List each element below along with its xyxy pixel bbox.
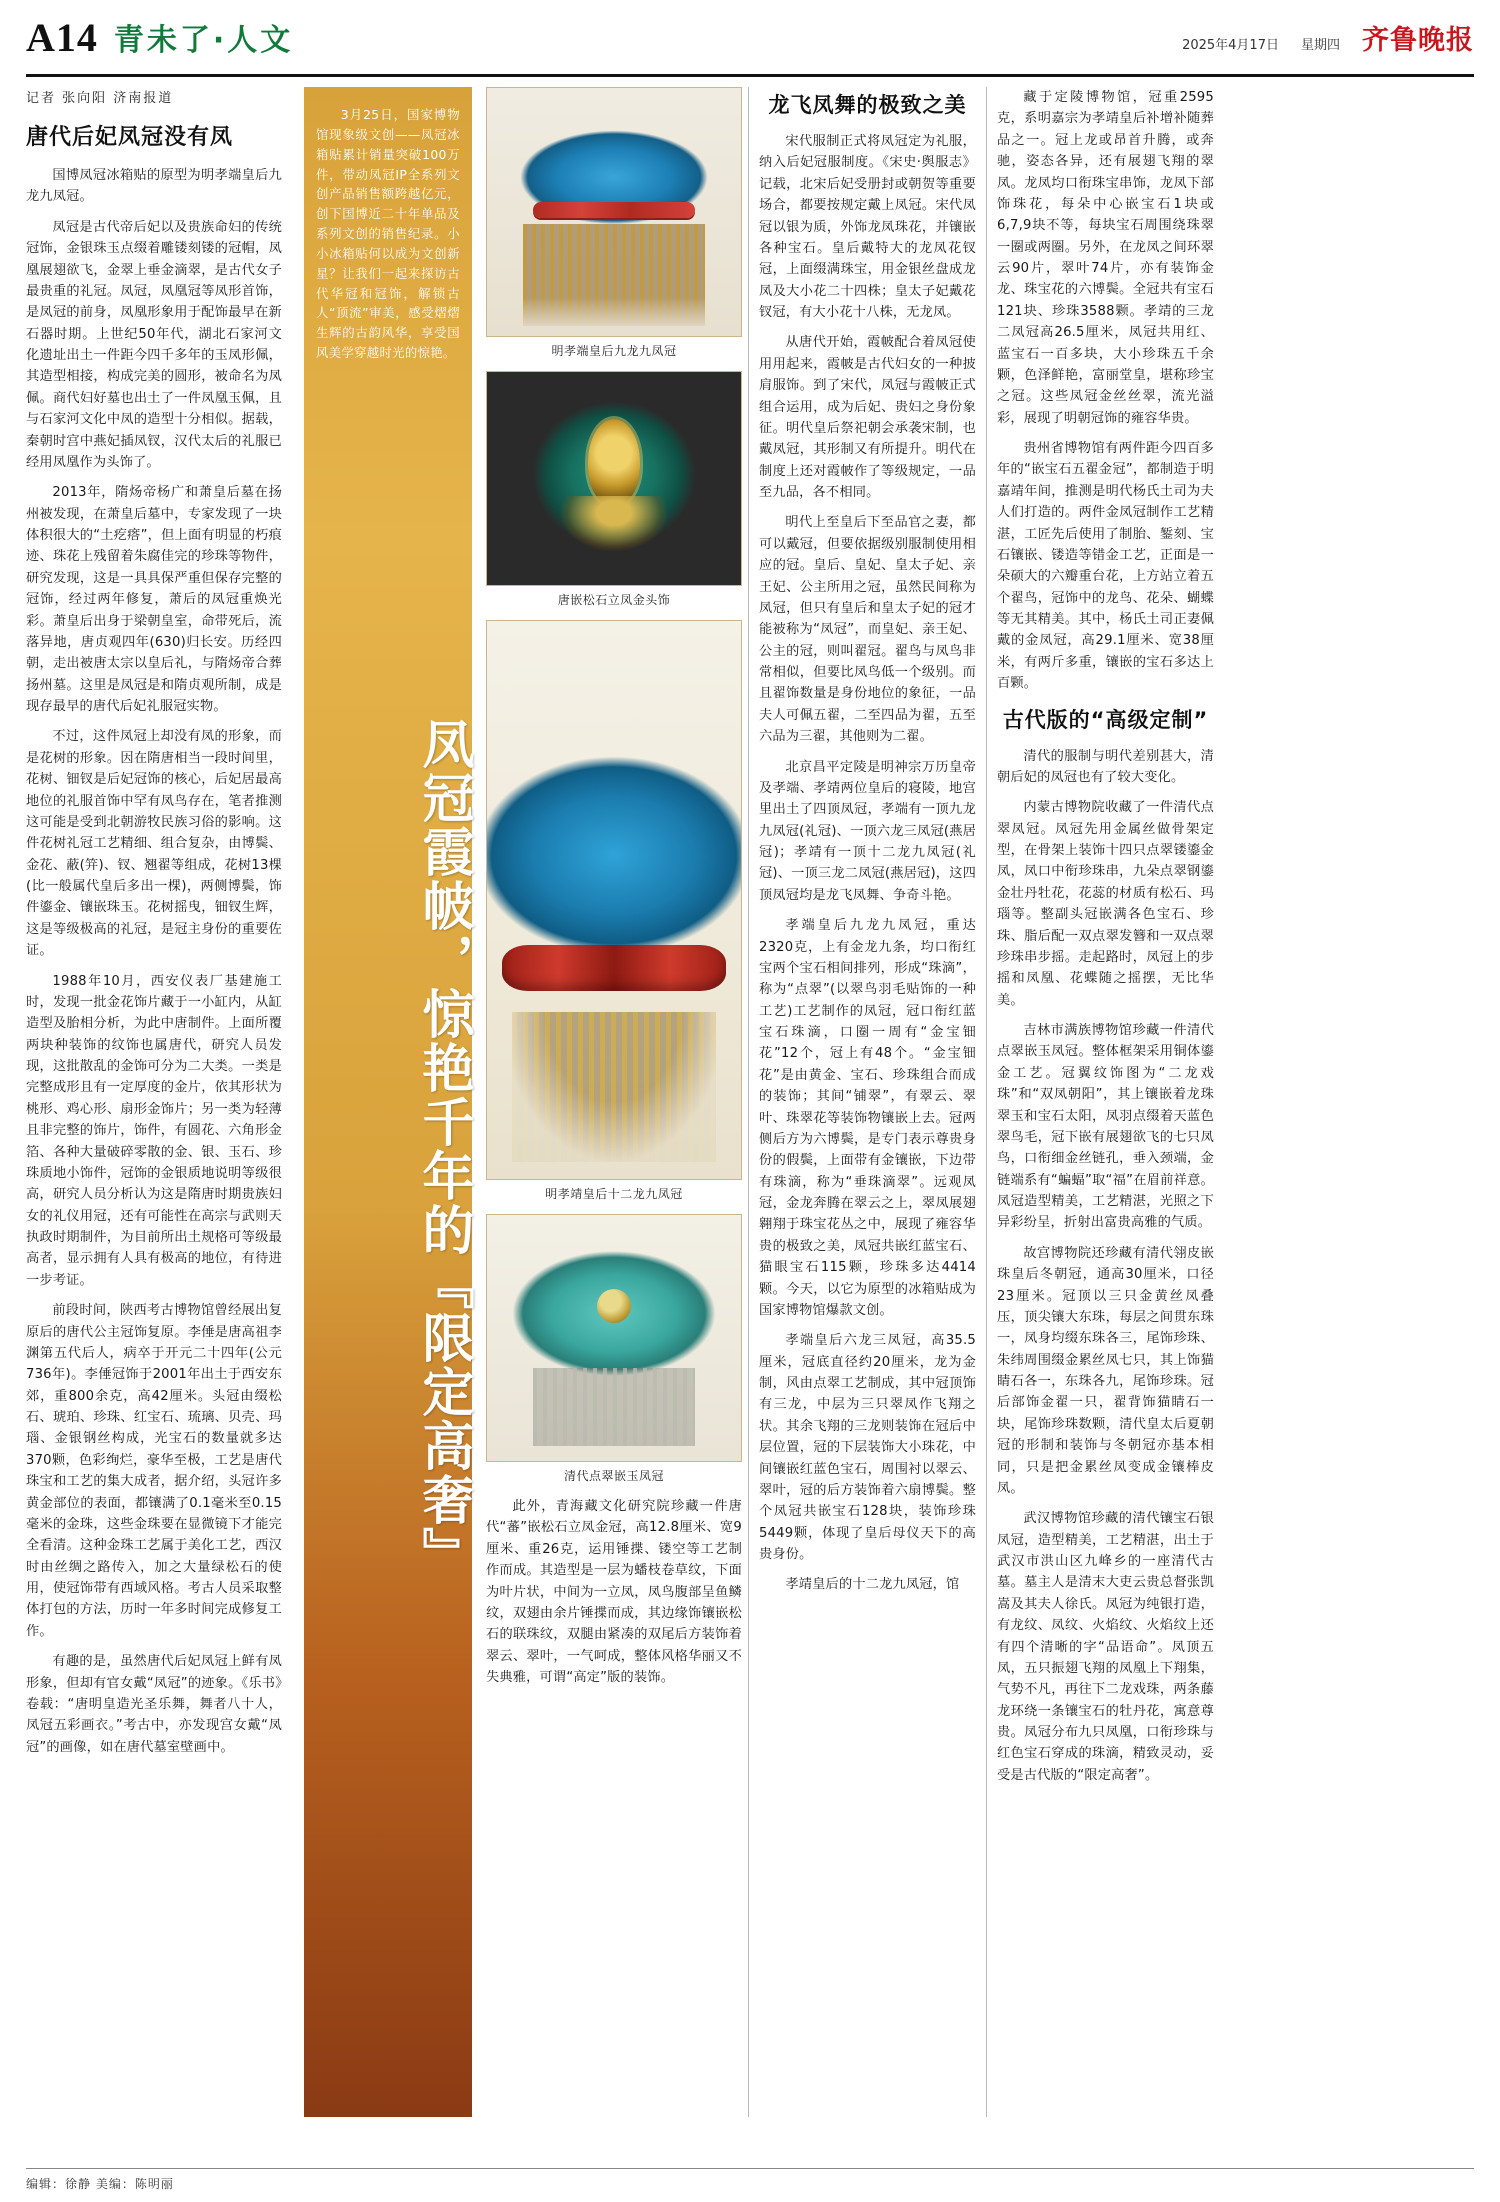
figure-xiaoduan-crown: [486, 87, 742, 361]
crown-photo-4: [486, 1214, 742, 1462]
paragraph: 清代的服制与明代差别甚大，清朝后妃的凤冠也有了较大变化。: [997, 748, 1214, 785]
paragraph: 北京昌平定陵是明神宗万历皇帝及孝端、孝靖两位皇后的寝陵，地宫里出土了四顶凤冠，孝端有一顶九龙九凤冠(礼冠)、一顶六龙三凤冠(燕居冠)；孝靖有一顶十二龙九凤冠(礼冠)、一顶三龙二凤冠(燕居冠)，这四顶凤冠均是龙飞凤舞、争奇斗艳。: [759, 759, 976, 903]
paragraph: 藏于定陵博物馆，冠重2595克，系明嘉宗为孝靖皇后补增补随葬品之一。冠上龙或昂首升腾，或奔驰，姿态各异，还有展翅飞翔的翠凤。龙凤均口衔珠宝串饰，龙凤下部饰珠花，每朵中心嵌宝石1块或6,7,9块不等，每块宝石周围绕珠翠一圈或两圈。另外，在龙凤之间环翠云90片，翠叶74片，亦有装饰金龙、珠宝花的六博鬓。全冠共有宝石121块、珍珠3588颗。孝靖的三龙二凤冠高26.5厘米，凤冠共用红、蓝宝石一百多块，大小珍珠五千余颗，色泽鲜艳，富丽堂皇，堪称珍宝之冠。这些凤冠金丝丝翠，流光溢彩，展现了明朝冠饰的雍容华贵。: [997, 90, 1214, 426]
paragraph: 吉林市满族博物馆珍藏一件清代点翠嵌玉凤冠。整体框架采用铜体鎏金工艺。冠翼纹饰图为“二龙戏珠”和“双凤朝阳”，其上镶嵌着龙珠翠玉和宝石太阳，凤羽点缀着天蓝色翠鸟毛，冠下嵌有展翅欲飞的七只凤鸟，口衔细金丝链孔，垂入颈端，金链端系有“蝙蝠”取“福”在眉前祥意。凤冠造型精美，工艺精湛，光照之下异彩纷呈，折射出富贵高雅的气质。: [997, 1023, 1214, 1231]
column-2: [748, 87, 986, 2117]
crown-photo-1: [486, 87, 742, 337]
paragraph: 孝端皇后六龙三凤冠，高35.5厘米，冠底直径约20厘米，龙为金制，风由点翠工艺制成，其中冠顶饰有三龙，中层为三只翠凤作飞翔之状。其余飞翔的三龙则装饰在冠后中层位置，冠的下层装饰大小珠花，中间镶嵌红蓝色宝石，周围衬以翠云、翠叶，冠的后方装饰着六扇博鬓。整个凤冠共嵌宝石128块，装饰珍珠5449颗，体现了皇后母仪天下的高贵身份。: [759, 1333, 976, 1562]
paragraph: 武汉博物馆珍藏的清代镶宝石银凤冠，造型精美，工艺精湛，出土于武汉市洪山区九峰乡的一座清代古墓。墓主人是清末大吏云贵总督张凯嵩及其夫人徐氏。凤冠为纯银打造，有龙纹、凤纹、火焰纹、火焰纹上还有四个清晰的字“品语命”。凤顶五凤，五只振翅飞翔的凤凰上下翔集，气势不凡，再往下二龙戏珠，两条藤龙环绕一条镶宝石的牡丹花，寓意尊贵。凤冠分布九只凤凰，口衔珍珠与红色宝石穿成的珠滴，精致灵动，妥受是古代版的“限定高奢”。: [997, 1511, 1214, 1783]
figure-xiaojing-crown: [486, 620, 742, 1204]
lede-paragraph: 3月25日，国家博物馆现象级文创——凤冠冰箱贴累计销量突破100万件，带动凤冠IP全系列文创产品销售额跨越亿元，创下国博近二十年单品及系列文创的销售纪录。小小冰箱贴何以成为文创新星？让我们一起来探访古代华冠和冠饰，解锁古人“顶流”审美，感受熠熠生辉的古韵风华，享受国风美学穿越时光的惊艳。: [316, 107, 460, 361]
paragraph: 贵州省博物馆有两件距今四百多年的“嵌宝石五翟金冠”，都制造于明嘉靖年间，推测是明代杨氏土司为夫人们打造的。两件金凤冠制作工艺精湛，工匠先后使用了制胎、錾刻、宝石镶嵌、镂造等错金工艺，正面是一朵硕大的六瓣重台花，上方站立着五个翟鸟，冠饰中的龙鸟、花朵、蝴蝶等无其精美。其中，杨氏土司正妻佩戴的金凤冠，高29.1厘米、宽38厘米，有两斤多重，镶嵌的宝石多达上百颗。: [997, 441, 1214, 692]
paragraph: 孝端皇后九龙九凤冠，重达2320克，上有金龙九条，均口衔红宝两个宝石相间排列，形成“珠滴”，称为“点翠”(以翠鸟羽毛贴饰的一种工艺)工艺制作的凤冠，冠口衔红蓝宝石珠滴，口圈一周有“金宝钿花”12个，冠上有48个。“金宝钿花”是由黄金、宝石、珍珠组合而成的装饰；其间“铺翠”，有翠云、翠叶、珠翠花等装饰物镶嵌上去。冠两侧后方为六博鬓，是专门表示尊贵身份的假鬓，上面带有金镶嵌，下边带有珠滴，称为“垂珠滴翠”。远观凤冠，金龙奔腾在翠云之上，翠凤展翅翱翔于珠宝花丛之中，展现了雍容华贵的极致之美，凤冠共嵌红蓝宝石、猫眼宝石115颗，珍珠多达4414颗。今天，以它为原型的冰箱贴成为国家博物馆爆款文创。: [759, 918, 976, 1318]
article-subhead-1: 唐代后妃凤冠没有凤: [26, 125, 234, 150]
feature-headline-wrap: [304, 387, 474, 1581]
masthead: [26, 0, 1474, 77]
paragraph: 内蒙古博物院收藏了一件清代点翠凤冠。凤冠先用金属丝做骨架定型，在骨架上装饰十四只点翠镂鎏金凤，凤口中衔珍珠串，九朵点翠钢鎏金壮丹牡花，花蕊的材质有松石、玛瑙等。整副头冠嵌满各色宝石、珍珠、脂后配一双点翠发簪和一双点翠珍珠串步摇。走起路时，凤冠上的步摇和凤凰、花蝶随之摇摆，无比华美。: [997, 800, 1214, 1008]
paragraph: 不过，这件凤冠上却没有凤的形象，而是花树的形象。因在隋唐相当一段时间里，花树、钿钗是后妃冠饰的核心，后妃居最高地位的礼服首饰中罕有凤鸟存在，笔者推测这可能是受到北朝游牧民族习俗的影响。这件花树礼冠工艺精细、组合复杂，由博鬓、金花、蔽(笄)、钗、翘翟等组成，花树13棵(比一般属代皇后多出一棵)，两侧博鬓，饰件鎏金、镶嵌珠玉。花树摇曳，钿钗生辉，这是等级极高的礼冠，是冠主身份的重要佐证。: [26, 729, 282, 959]
paragraph: 凤冠是古代帝后妃以及贵族命妇的传统冠饰，金银珠玉点缀着雕镂刻镂的冠帽，凤凰展翅欲飞，金翠上垂金滴翠，是古代女子最贵重的礼冠。凤冠，凤凰冠等凤形首饰，是凤冠的前身，凤凰形象用于配饰最早在新石器时期。上世纪50年代，湖北石家河文化遗址出土一件距今四千多年的玉凤形佩，其造型相接，构成完美的圆形，被命名为凤佩。商代妇好墓也出土了一件凤凰玉佩，且与石家河文化中凤的造型十分相似。据载，秦朝时宫中燕妃插凤钗，汉代太后的礼服已经用凤凰作为头饰了。: [26, 219, 282, 470]
paragraph: 孝靖皇后的十二龙九凤冠，馆: [785, 1577, 960, 1593]
figure-caption: 明孝端皇后九龙九凤冠: [551, 344, 677, 358]
section-heading-dragon-phoenix: 龙飞凤舞的极致之美: [768, 93, 967, 117]
byline: 记者 张向阳 济南报道: [26, 91, 174, 106]
figure-caption: 明孝靖皇后十二龙九凤冠: [545, 1187, 683, 1201]
paragraph: 宋代服制正式将凤冠定为礼服，纳入后妃冠服制度。《宋史·舆服志》记载，北宋后妃受册封或朝贺等重要场合，都要按规定戴上凤冠。宋代凤冠以银为质，外饰龙凤珠花，并镶嵌各种宝石。皇后戴特大的龙凤花钗冠，上面缀满珠宝，用金银丝盘成龙凤及大小花二十四株；皇太子妃戴花钗冠，有大小花十八株，无龙凤。: [759, 134, 976, 320]
masthead-right: [1182, 18, 1474, 57]
page-number: A14: [26, 14, 98, 60]
paragraph: 有趣的是，虽然唐代后妃凤冠上鲜有凤形象，但却有官女戴“凤冠”的迹象。《乐书》卷载：“唐明皇造光圣乐舞，舞者八十人，凤冠五彩画衣。”考古中，亦发现宫女戴“凤冠”的画像，如在唐代墓室壁画中。: [26, 1654, 282, 1755]
crown-photo-3: [486, 620, 742, 1180]
paragraph: 国博凤冠冰箱贴的原型为明孝端皇后九龙九凤冠。: [26, 168, 282, 205]
crown-photo-2: [486, 371, 742, 586]
paragraph: 此外，青海藏文化研究院珍藏一件唐代“蕃”嵌松石立凤金冠，高12.8厘米、宽9厘米、重26克，运用锤揲、镂空等工艺制作而成。其造型是一层为蟠枝卷草纹，下面为叶片状，中间为一立凤，凤鸟腹部呈鱼鳞纹，双翅由余片锤揲而成，其边缘饰镶嵌松石的联珠纹，双腿由紧凑的双尾后方装饰着翠云、翠叶，一气呵成，整体风格华丽又不失典雅，可谓“高定”版的装饰。: [486, 1499, 742, 1685]
paragraph: 从唐代开始，霞帔配合着凤冠使用用起来，霞帔是古代妇女的一种披肩服饰。到了宋代，凤冠与霞帔正式组合运用，成为后妃、贵妇之身份象征。明代皇后祭祀朝会承袭宋制，也戴凤冠，其形制又有所提升。明代在制度上还对霞帔作了等级规定，一品至九品，各不相同。: [759, 335, 976, 500]
paragraph: 故宫博物院还珍藏有清代翎皮嵌珠皇后冬朝冠，通高30厘米，口径23厘米。冠顶以三只金黄丝凤叠压，顶尖镶大东珠，每层之间贯东珠一，凤身均缀东珠各三，尾饰珍珠、朱纬周围缀金累丝凤七只，其上饰猫睛石各一，东珠各九，尾饰珍珠。冠后部饰金翟一只，翟背饰猫睛石一块，尾饰珍珠数颗，清代皇太后夏朝冠的形制和装饰与冬朝冠亦基本相同，只是把金累丝凤变成金镶棒皮凤。: [997, 1245, 1214, 1496]
feature-title-block: [304, 87, 472, 2117]
weekday: 星期四: [1300, 37, 1340, 53]
section-title: 青未了·人文: [113, 23, 294, 58]
column-1: [26, 87, 296, 2117]
section-heading-custom: 古代版的“高级定制”: [1002, 707, 1209, 732]
page-body: [26, 77, 1474, 2117]
paragraph: 1988年10月，西安仪表厂基建施工时，发现一批金花饰片藏于一小缸内，从缸造型及胎相分析，为此中唐制件。上面所覆两块种装饰的纹饰也属唐代，研究人员发现，这批散乱的金饰可分为二大类。一类是完整成形且有一定厚度的金片，依其形状为桃形、鸡心形、扇形金饰片；另一类为轻薄且非完整的饰片，饰件，有圆花、六角形金箔、各种大量破碎零散的金、银、玉石、珍珠质地小饰件，冠饰的金银质地说明等级很高，研究人员分析认为这是隋唐时期贵族妇女的礼仪用冠，还有可能性在高宗与武则天执政时期制件，为目前所出土规格可等级最高者，显示拥有人具有极高的地位，有待进一步考证。: [26, 973, 282, 1288]
paragraph: 明代上至皇后下至品官之妻，都可以戴冠，但要依据级别服制使用相应的冠。皇后、皇妃、皇太子妃、亲王妃、公主所用之冠，虽然民间称为凤冠，但只有皇后和皇太子妃的冠才能被称为“凤冠”，而皇妃、亲王妃、公主的冠，则叫翟冠。翟鸟与凤鸟非常相似，但要比凤鸟低一个级别。而且翟饰数量是身份地位的象征，一品夫人可佩五翟，二至四品为翟，五至六品为三翟，其他则为二翟。: [759, 515, 976, 745]
paragraph: 前段时间，陕西考古博物馆曾经展出复原后的唐代公主冠饰复原。李倕是唐高祖李渊第五代后人，病卒于开元二十四年(公元736年)。李倕冠饰于2001年出土于西安东郊，重800余克，高42厘米。头冠由缀松石、琥珀、珍珠、红宝石、琉璃、贝壳、玛瑙、金银钢丝构成，光宝石的数量就多达370颗，色彩绚烂，豪华至极，工艺是唐代珠宝和工艺的集大成者，据介绍，头冠许多黄金部位的表面，都镶满了0.1毫米至0.15毫米的金珠，这些金珠要在显微镜下才能完全看清。这种金珠工艺属于美化工艺，西汉时由丝绸之路传入，加之大量绿松石的使用，使冠饰带有西域风格。考古人员采取整体打包的方法，历时一年多时间完成修复工作。: [26, 1303, 282, 1639]
publication-date: 2025年4月17日: [1182, 37, 1279, 53]
newspaper-logo: 齐鲁晚报: [1362, 24, 1474, 56]
figure-caption: 唐嵌松石立凤金头饰: [557, 593, 671, 607]
figure-caption: 清代点翠嵌玉凤冠: [563, 1469, 664, 1483]
page-footer: 编辑：徐静 美编：陈明丽: [26, 2168, 1474, 2192]
feature-headline: 凤冠霞帔，惊艳千年的『限定高奢』: [413, 717, 474, 1581]
paragraph: 2013年，隋炀帝杨广和萧皇后墓在扬州被发现，在萧皇后墓中，专家发现了一块体积很大的“土疙瘩”，但上面有明显的朽痕迹、珠花上残留着朱腐佳完的珍珠等物件，研究发现，这是一具具保严重但保存完整的冠饰，经过两年修复，萧后的凤冠重焕光彩。萧皇后出身于梁朝皇室，命带死后，流落异地，唐贞观四年(630)归长安。历经四朝，走出被唐太宗以皇后礼，与隋炀帝合葬扬州墓。这里是凤冠是和隋贞观所制，成是现存最早的唐代后妃礼服冠实物。: [26, 485, 282, 714]
column-3: [986, 87, 1224, 2117]
column-photos: [480, 87, 748, 2117]
figure-qing-jade-phoenix: [486, 1214, 742, 1486]
figure-tang-gold-phoenix: [486, 371, 742, 610]
